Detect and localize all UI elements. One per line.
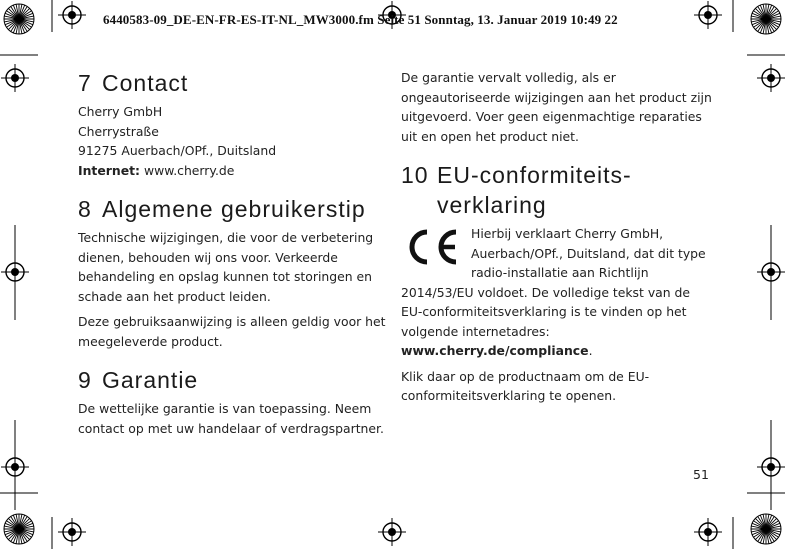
heading-title: Contact xyxy=(102,70,189,96)
warranty-paragraph-2: De garantie vervalt volledig, als er ongeautoriseerde wijzigingen aan het product zijn uitgevoerd. Voer geen eigenmachtige reparaties uit en open het product niet. xyxy=(401,70,712,144)
section-conformity xyxy=(401,160,713,406)
heading-contact xyxy=(78,68,388,98)
heading-conformity xyxy=(401,160,713,220)
ce-mark-icon xyxy=(403,228,461,266)
left-column xyxy=(78,68,388,444)
heading-title-line-2: verklaring xyxy=(437,192,547,218)
contact-address xyxy=(78,102,388,180)
heading-general xyxy=(78,194,388,224)
heading-title xyxy=(437,160,632,220)
print-header: 6440583-09_DE-EN-FR-ES-IT-NL_MW3000.fm Seite 51 Sonntag, 13. Januar 2019 10:49 22 xyxy=(103,12,618,27)
page-number: 51 xyxy=(693,467,709,482)
heading-number: 10 xyxy=(401,162,429,188)
conformity-paragraph-1: Hierbij verklaart Cherry GmbH, Auerbach/OPf., Duitsland, dat dit type radio-installatie aan Richtlijn 2014/53/EU voldoet. De volledige tekst van de EU-conformiteitsverklaring is te vinden op het volgende internetadres: www.cherry.de/compliance. xyxy=(401,226,706,358)
section-warranty xyxy=(78,365,388,438)
heading-title: Algemene gebruikerstip xyxy=(102,196,366,222)
company-name: Cherry GmbH xyxy=(78,104,163,119)
ce-block xyxy=(401,224,713,361)
internet-label: Internet: xyxy=(78,162,140,178)
heading-number: 7 xyxy=(78,70,92,96)
general-paragraph-2: Deze gebruiksaanwijzing is alleen geldig voor het meegeleverde product. xyxy=(78,314,386,349)
warranty-paragraph-1: De wettelijke garantie is van toepassing. Neem contact op met uw handelaar of verdragspartner. xyxy=(78,401,384,436)
heading-title: Garantie xyxy=(102,367,199,393)
heading-title-line-1: EU-conformiteits- xyxy=(437,162,632,188)
heading-number: 9 xyxy=(78,367,92,393)
street: Cherrystraße xyxy=(78,123,159,139)
city: 91275 Auerbach/OPf., Duitsland xyxy=(78,143,277,158)
section-general xyxy=(78,194,388,351)
compliance-url[interactable]: www.cherry.de/compliance xyxy=(401,343,589,358)
heading-number: 8 xyxy=(78,196,92,222)
conformity-paragraph-2: Klik daar op de productnaam om de EU-conformiteitsverklaring te openen. xyxy=(401,368,650,403)
section-contact xyxy=(78,68,388,180)
right-column xyxy=(401,68,713,412)
heading-warranty xyxy=(78,365,388,395)
internet-url[interactable]: www.cherry.de xyxy=(143,162,235,178)
internet-line xyxy=(78,161,388,181)
general-paragraph-1: Technische wijzigingen, die voor de verbetering dienen, behouden wij ons voor. Verkeerde behandeling en opslag kunnen tot storingen en schade aan het product leiden. xyxy=(78,230,374,304)
